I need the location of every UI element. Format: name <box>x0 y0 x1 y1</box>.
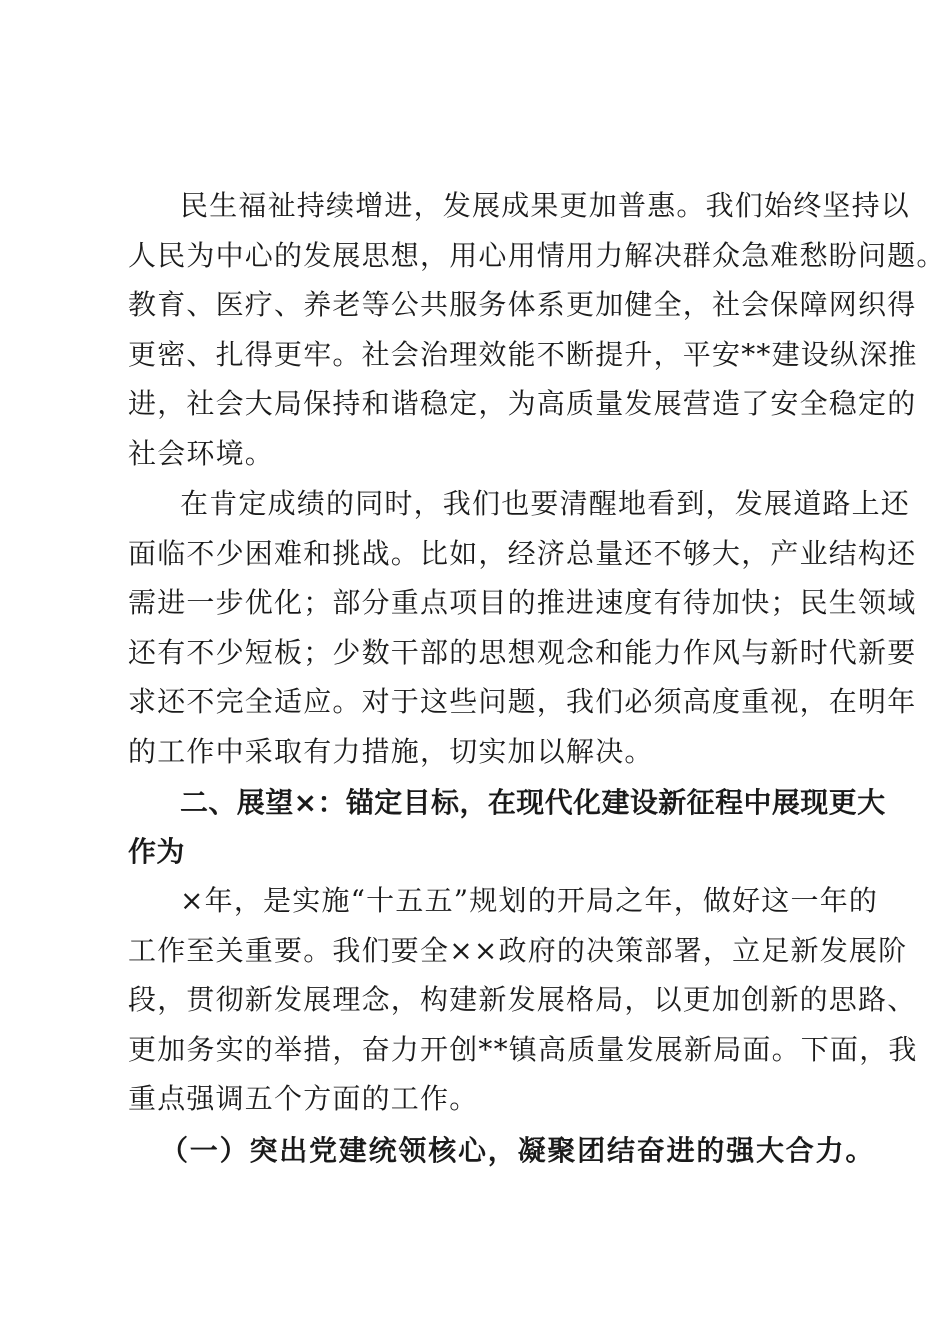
text-line: 人民为中心的发展思想，用心用情用力解决群众急难愁盼问题。 <box>128 239 946 272</box>
heading-line: 二、展望×：锚定目标，在现代化建设新征程中展现更大 <box>180 786 886 819</box>
text-line: 教育、医疗、养老等公共服务体系更加健全，社会保障网织得 <box>128 288 917 321</box>
text-line: 工作至关重要。我们要全××政府的决策部署，立足新发展阶 <box>128 934 908 967</box>
text-line: 更密、扎得更牢。社会治理效能不断提升，平安**建设纵深推 <box>128 338 918 371</box>
text-line: 社会环境。 <box>128 437 275 470</box>
text-line: 求还不完全适应。对于这些问题，我们必须高度重视，在明年 <box>128 685 917 718</box>
sub-heading-line: （一）突出党建统领核心，凝聚团结奋进的强大合力。 <box>160 1134 876 1167</box>
text-line: 的工作中采取有力措施，切实加以解决。 <box>128 735 654 768</box>
text-line: ×年，是实施“十五五”规划的开局之年，做好这一年的 <box>180 884 879 917</box>
text-line: 进，社会大局保持和谐稳定，为高质量发展营造了安全稳定的 <box>128 387 917 420</box>
text-line: 更加务实的举措，奋力开创**镇高质量发展新局面。下面，我 <box>128 1033 918 1066</box>
text-line: 在肯定成绩的同时，我们也要清醒地看到，发展道路上还 <box>180 487 911 520</box>
text-line: 民生福祉持续增进，发展成果更加普惠。我们始终坚持以 <box>180 189 911 222</box>
heading-line: 作为 <box>128 835 185 868</box>
text-line: 面临不少困难和挑战。比如，经济总量还不够大，产业结构还 <box>128 537 917 570</box>
text-line: 重点强调五个方面的工作。 <box>128 1082 479 1115</box>
text-line: 还有不少短板；少数干部的思想观念和能力作风与新时代新要 <box>128 636 917 669</box>
text-line: 段，贯彻新发展理念，构建新发展格局，以更加创新的思路、 <box>128 983 917 1016</box>
text-line: 需进一步优化；部分重点项目的推进速度有待加快；民生领域 <box>128 586 917 619</box>
